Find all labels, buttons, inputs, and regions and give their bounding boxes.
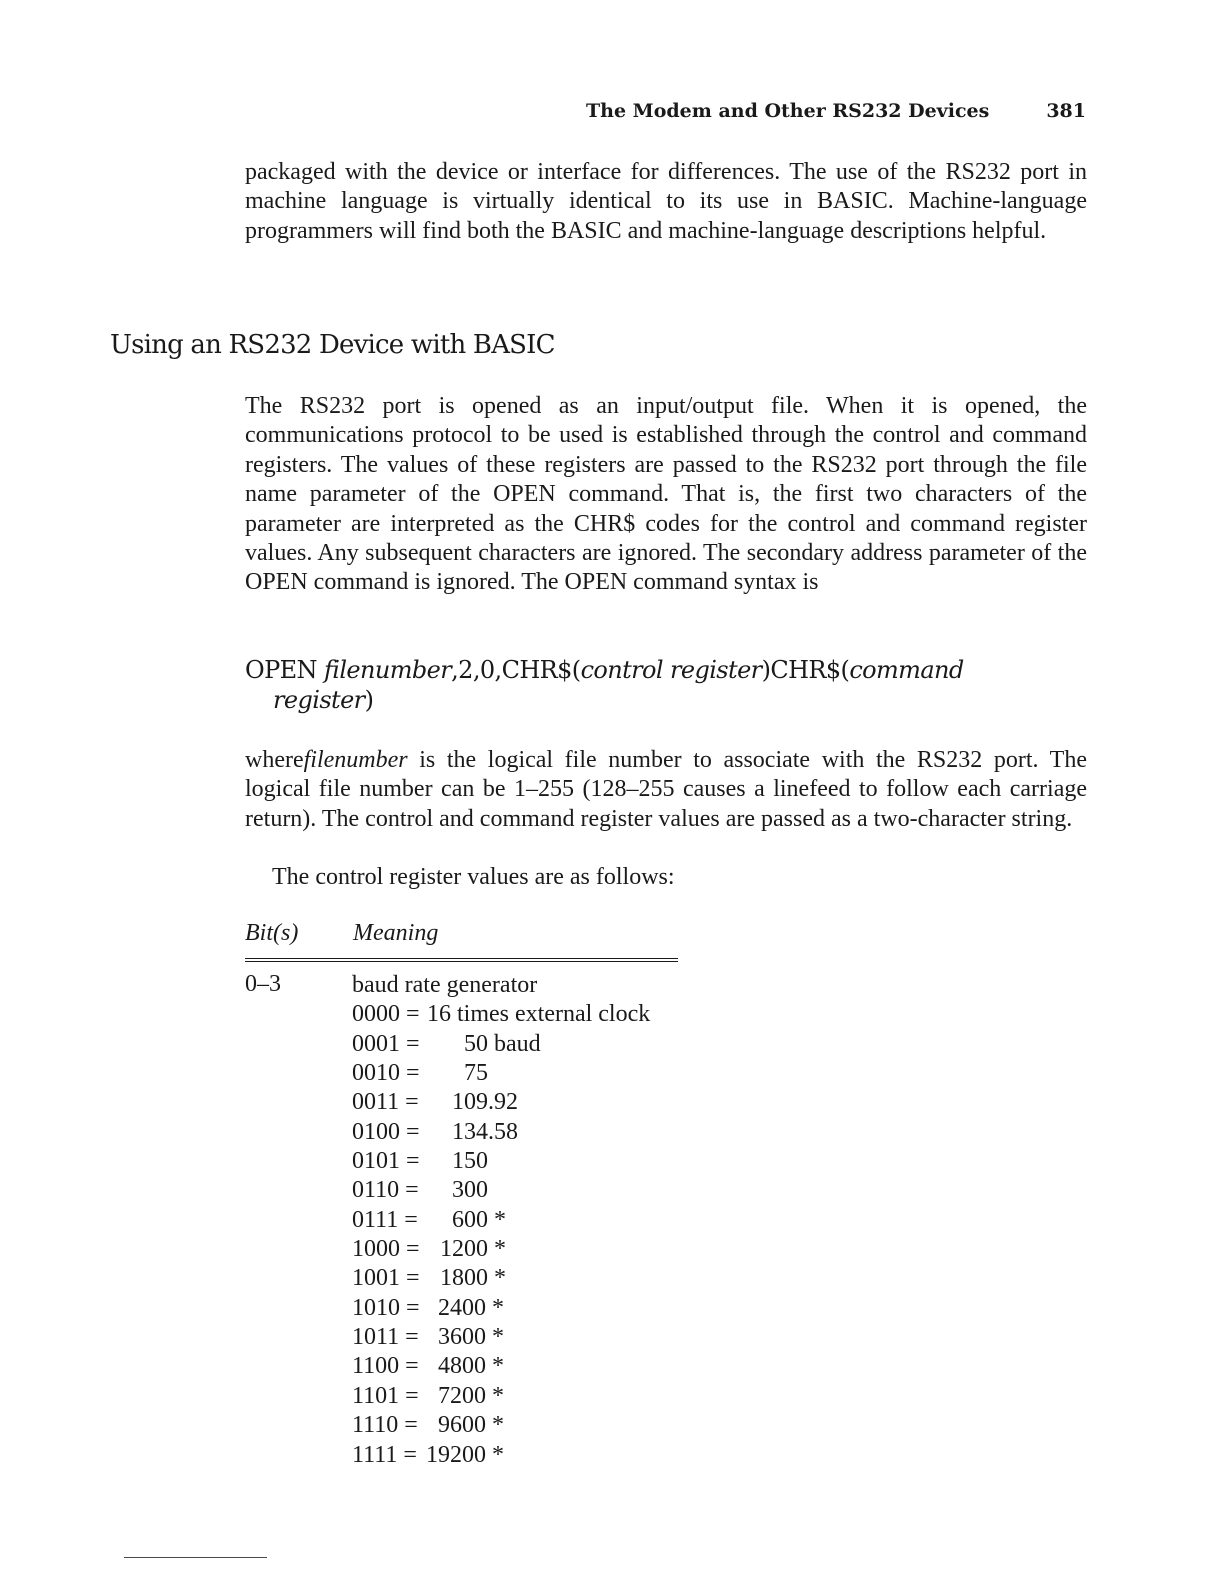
table-row: 1111 = 19200 * <box>352 1441 504 1468</box>
syntax-keyword: OPEN <box>245 656 324 684</box>
body-paragraph: The RS232 port is opened as an input/output file. When it is opened, the communications protocol to be used is established through the control and command registers. The values of these registers are passed to the RS232 port through the file name parameter of the OPEN command. That is, the first two characters of the parameter are interpreted as the CHR$ codes for the control and command register values. Any subsequent characters are ignored. The secondary address parameter of the OPEN command is ignored. The OPEN command syntax is <box>245 393 1087 596</box>
syntax-filenumber: filenumber <box>323 656 452 684</box>
table-row: 0000 = 16 times external clock <box>352 1001 651 1028</box>
table-row: 0101 = 150 <box>352 1148 488 1175</box>
syntax-register: register <box>273 686 365 714</box>
table-row: 1001 = 1800 * <box>352 1265 506 1292</box>
table-row: 1110 = 9600 * <box>352 1412 504 1439</box>
baud-rate-list <box>352 971 650 1470</box>
where-lead: where <box>245 747 304 773</box>
where-term: filenumber <box>303 747 408 773</box>
syntax-chr2: )CHR$( <box>761 656 850 684</box>
table-row: 0100 = 134.58 <box>352 1118 518 1145</box>
col-bits-header: Bit(s) <box>245 920 299 946</box>
where-paragraph <box>245 746 1087 834</box>
bits-cell: 0–3 <box>245 971 281 997</box>
table-row-description: baud rate generator <box>352 972 538 998</box>
syntax-close: ) <box>364 686 374 714</box>
table-row: 0111 = 600 * <box>352 1206 506 1233</box>
table-row: 1000 = 1200 * <box>352 1236 506 1263</box>
table-row: 0011 = 109.92 <box>352 1089 518 1116</box>
table-header <box>245 920 678 962</box>
intro-paragraph: packaged with the device or interface for differences. The use of the RS232 port in machine language is virtually identical to its use in BASIC. Machine-language programmers will find both the BASIC and machine-language descriptions helpful. <box>245 159 1087 244</box>
syntax-middle: ,2,0,CHR$( <box>451 656 581 684</box>
section-title: Using an RS232 Device with BASIC <box>110 330 555 360</box>
syntax-control: control register <box>580 656 762 684</box>
table-row: 1100 = 4800 * <box>352 1353 504 1380</box>
col-meaning-header: Meaning <box>353 920 439 946</box>
table-row: 0001 = 50 baud <box>352 1030 541 1057</box>
running-title: The Modem and Other RS232 Devices <box>586 100 990 122</box>
control-intro: The control register values are as follows: <box>272 864 675 890</box>
page-number: 381 <box>1046 100 1086 122</box>
running-header <box>586 100 1086 122</box>
table-row: 1010 = 2400 * <box>352 1294 504 1321</box>
footnote-rule <box>124 1557 267 1558</box>
table-row: 0110 = 300 <box>352 1177 488 1204</box>
table-row: 1101 = 7200 * <box>352 1382 504 1409</box>
table-row: 1011 = 3600 * <box>352 1324 504 1351</box>
table-row: 0010 = 75 <box>352 1060 488 1087</box>
open-syntax <box>245 655 1095 715</box>
where-rest: is the logical file number to associate with the RS232 port. The logical file number can be 1–255 (128–255 causes a linefeed to follow each carriage return). The control and command register values are passed as a two-character string. <box>245 747 1087 832</box>
syntax-command: command <box>849 656 964 684</box>
